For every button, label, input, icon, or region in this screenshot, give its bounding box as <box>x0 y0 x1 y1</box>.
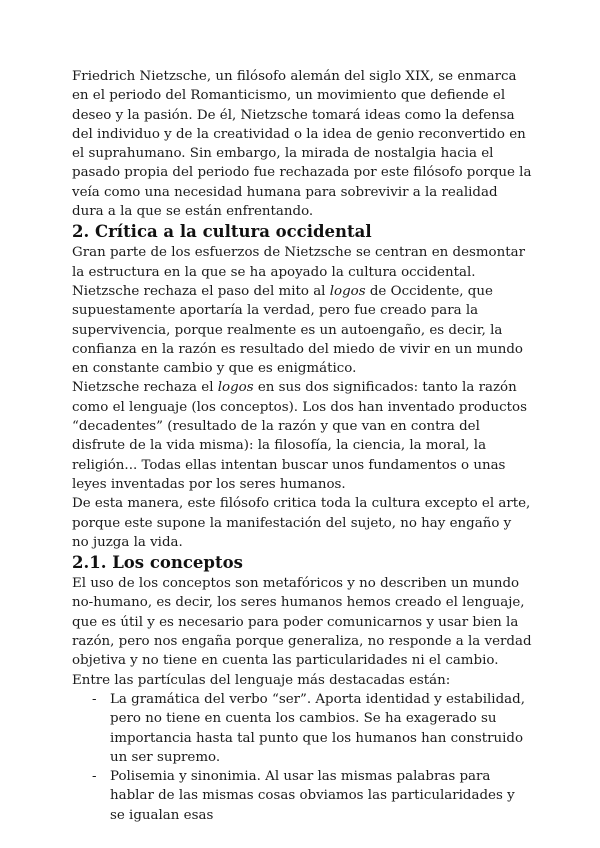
section-heading-critica: 2. Crítica a la cultura occidental <box>72 222 372 242</box>
text-segment: Gran parte de los esfuerzos de Nietzsche se centran en desmontar la estructura en la que se ha apoyado la cultura occidental. Nietzsche rechaza el paso del mito al <box>72 245 526 299</box>
text-segment: Nietzsche rechaza el <box>72 380 218 396</box>
section-heading-conceptos: 2.1. Los conceptos <box>72 553 243 573</box>
italic-term-logos: logos <box>217 380 254 396</box>
document-page <box>72 67 532 825</box>
paragraph-critica-1 <box>72 243 532 378</box>
list-item: - La gramática del verbo “ser”. Aporta identidad y estabilidad, pero no tiene en cuenta los cambios. Se ha exagerado su importancia hasta tal punto que los humanos han construido un ser supremo. <box>72 690 532 767</box>
intro-paragraph: Friedrich Nietzsche, un filósofo alemán del siglo XIX, se enmarca en el periodo del Romanticismo, un movimiento que defiende el deseo y la pasión. De él, Nietzsche tomará ideas como la defensa del individuo y de la creatividad o la idea de genio reconvertido en el suprahumano. Sin embargo, la mirada de nostalgia hacia el pasado propia del periodo fue rechazada por este filósofo porque la veía como una necesidad humana para sobrevivir a la realidad dura a la que se están enfrentando. <box>72 69 532 220</box>
list-item: - Polisemia y sinonimia. Al usar las mismas palabras para hablar de las mismas cosas obviamos las particularidades y se igualan esas <box>72 767 532 825</box>
paragraph-critica-3: De esta manera, este filósofo critica toda la cultura excepto el arte, porque este supone la manifestación del sujeto, no hay engaño y no juzga la vida. <box>72 496 531 550</box>
paragraph-conceptos-1: El uso de los conceptos son metafóricos y no describen un mundo no-humano, es decir, los seres humanos hemos creado el lenguaje, que es útil y es necesario para poder comunicarnos y usar bien la razón, pero nos engaña porque generaliza, no responde a la verdad objetiva y no tiene en cuenta las particularidades ni el cambio. Entre las partículas del lenguaje más destacadas están: <box>72 576 532 688</box>
text-segment: en sus dos significados: tanto la razón como el lenguaje (los conceptos). Los dos han inventado productos “decadentes” (resultado de la razón y que van en contra del disfrute de la vida misma): la filosofía, la ciencia, la moral, la religión... Todas ellas intentan buscar unos fundamentos o unas leyes inventadas por los seres humanos. <box>72 380 527 492</box>
italic-term-logos: logos <box>329 283 366 299</box>
concepts-list <box>72 690 532 825</box>
paragraph-critica-2 <box>72 378 532 494</box>
text-segment: de Occidente, que supuestamente aportaría la verdad, pero fue creado para la supervivencia, porque realmente es un autoengaño, es decir, la confianza en la razón es resultado del miedo de vivir en un mundo en constante cambio y que es enigmático. <box>72 283 523 377</box>
